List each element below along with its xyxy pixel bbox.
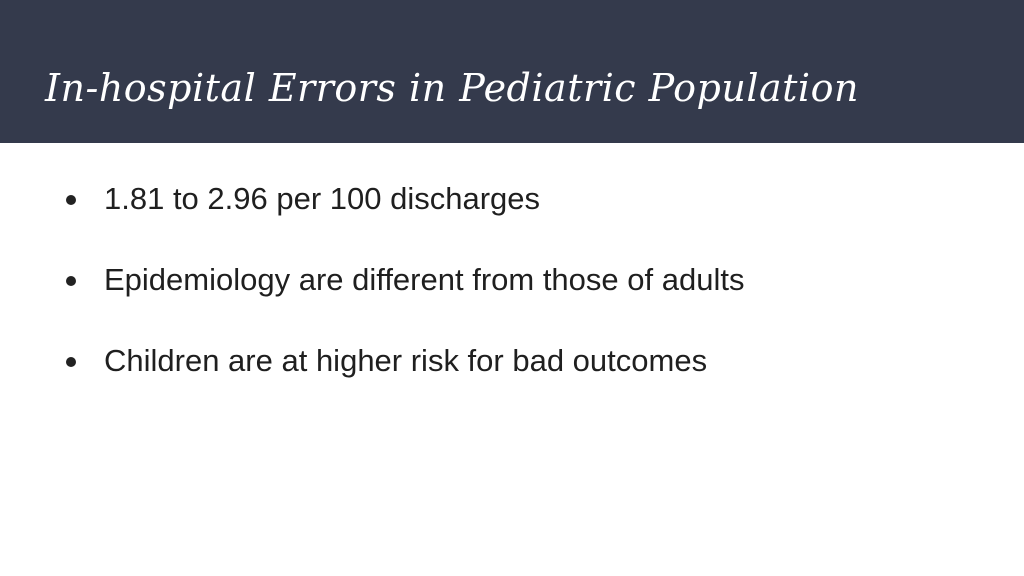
bullet-text: Children are at higher risk for bad outcomes bbox=[104, 343, 708, 378]
bullet-text: 1.81 to 2.96 per 100 discharges bbox=[104, 181, 541, 216]
bullet-dot-icon bbox=[66, 357, 76, 367]
slide-title: In-hospital Errors in Pediatric Population bbox=[45, 66, 859, 110]
title-banner bbox=[0, 0, 1024, 143]
bullet-text: Epidemiology are different from those of adults bbox=[104, 262, 745, 297]
bullet-dot-icon bbox=[66, 276, 76, 286]
bullet-dot-icon bbox=[66, 195, 76, 205]
